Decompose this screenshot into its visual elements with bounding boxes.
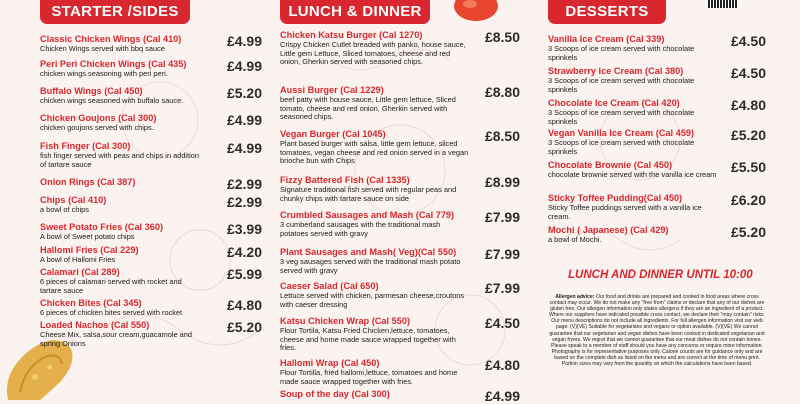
desserts-title: DESSERTS <box>548 0 666 24</box>
lunch-hours-banner: LUNCH AND DINNER UNTIL 10:00 <box>568 269 753 281</box>
tomato-icon <box>452 0 500 22</box>
menu-item[interactable]: Katsu Chicken Wrap (Cal 550) Flour Tortila, Katsu Fried Chicken,lettuce, tomatoes, cheese and home made sauce wrapped together with fries. £4.50 <box>280 315 520 353</box>
menu-item[interactable]: Vegan Vanilla Ice Cream (Cal 459) 3 Scoops of ice cream served with chocolate sprinkels £5.20 <box>548 127 766 156</box>
menu-item[interactable]: Vanilla Ice Cream (Cal 339) 3 Scoops of ice cream served with chocolate sprinkels £4.50 <box>548 33 766 62</box>
menu-item[interactable]: Chicken Katsu Burger (Cal 1270) Crispy Chicken Cutlet breaded with panko, house sauce, Little gem Lettuce, Sliced tomatoes, cheese and red onion, Gherkin served with seasoned chips. £8.50 <box>280 29 520 67</box>
menu-item[interactable]: Sticky Toffee Pudding(Cal 450) Sticky Toffee puddings served with a vanilla ice cream. £6.20 <box>548 192 766 221</box>
menu-item[interactable]: Crumbled Sausages and Mash (Cal 779) 3 cumberland sausages with the traditional mash potatoes served with gravy £7.99 <box>280 209 520 238</box>
menu-item[interactable]: Hallomi Fries (Cal 229) A bowl of Hallomi Fries £4.20 <box>40 244 262 264</box>
menu-item[interactable]: Loaded Nachos (Cal 550) Cheese Mix, salsa,sour cream,guacamole and spring Onions £5.20 <box>40 319 262 348</box>
menu-item[interactable]: Buffalo Wings (Cal 450) chicken wings seasoned with buffalo sauce. £5.20 <box>40 85 262 105</box>
menu-item[interactable]: Fizzy Battered Fish (Cal 1335) Signature traditional fish served with regular peas and chunky chips with tartare sauce on side £8.99 <box>280 174 520 203</box>
menu-item[interactable]: Mochi ( Japanese) (Cal 429) a bowl of Mochi. £5.20 <box>548 224 766 244</box>
menu-item[interactable]: Hallomi Wrap (Cal 450) Flour Tortilla, fried hallomi,lettuce, tomatoes and home made sauce wrapped together with fries. £4.80 <box>280 357 520 386</box>
menu-item[interactable]: Caeser Salad (Cal 650) Lettuce served with chicken, parmesan cheese,croutons with caeser dressing £7.99 <box>280 280 520 309</box>
menu-item[interactable]: Onion Rings (Cal 387) £2.99 <box>40 176 262 192</box>
menu-item[interactable]: Strawberry Ice Cream (Cal 380) 3 Scoops of ice cream served with chocolate sprinkels £4.50 <box>548 65 766 94</box>
starters-title: STARTER /SIDES <box>40 0 190 24</box>
menu-item[interactable]: Vegan Burger (Cal 1045) Plant based burger with salsa, little gem lettuce, sliced tomatoes, vegan cheese and red onion served in a vegan brioche bun with Chips £8.50 <box>280 128 520 166</box>
qr-code-icon <box>708 0 738 8</box>
allergen-label: Allergen advice: <box>555 294 595 300</box>
menu-item[interactable]: Calamari (Cal 289) 6 pieces of calamari served with rocket and tartare sauce £5.99 <box>40 266 262 295</box>
menu-item[interactable]: Peri Peri Chicken Wings (Cal 435) chicken wings seasoning with peri peri. £4.99 <box>40 58 262 78</box>
menu-item[interactable]: Chocolate Ice Cream (Cal 420) 3 Scoops of ice cream served with chocolate sprinkels £4.80 <box>548 97 766 126</box>
menu-item[interactable]: Soup of the day (Cal 300) £4.99 <box>280 388 520 404</box>
menu-item[interactable]: Fish Finger (Cal 300) fish finger served with peas and chips in addition of tartare sauce £4.99 <box>40 140 262 169</box>
menu-item[interactable]: Classic Chicken Wings (Cal 410) Chicken Wings served with bbq sauce £4.99 <box>40 33 262 53</box>
menu-item[interactable]: Chips (Cal 410) a bowl of chips £2.99 <box>40 194 262 214</box>
menu-item[interactable]: Chocolate Brownie (Cal 450) chocolate brownie served with the vanilla ice cream £5.50 <box>548 159 766 179</box>
menu-item[interactable]: Plant Sausages and Mash( Veg)(Cal 550) 3 veg sausages served with the traditional mash potato served with gravy £7.99 <box>280 246 520 275</box>
menu-item[interactable]: Chicken Goujons (Cal 300) chicken goujons served with chips.. £4.99 <box>40 112 262 132</box>
allergen-text: Our food and drinks are prepared and cooked in food areas where cross contact may occur. We do not make any "free from" claims or declare that any of our dishes are gluten free. Our allergen information only states allergens if they are an ingredient of a product. Where our suppliers have indicated possible cross contact, we declare their "may contain" risks. Our menu descriptions do not include all ingredients. For full allergen information visit our web page. (V)(VE) Suitable for vegetarians and vegans or option available. (V)(VE) We cannot guarantee that our vegetarian and vegan dishes have been cooked in dedicated vegetarian and vegan fryers. We regret that we cannot guarantee that our meat dishes do not contain bones. Please speak to a member of staff should you have any concerns or require more information. Photography is for representative purposes only. Calorie counts are for guidance only and are based on the complete dish as listed on the menu and are correct at the time of menu print. Portion sizes may vary from the quantity on which the calculations have been based. <box>549 294 765 368</box>
menu-item[interactable]: Chicken Bites (Cal 345) 6 pieces of chicken bites served with rocket £4.80 <box>40 297 262 317</box>
menu-item[interactable]: Aussi Burger (Cal 1229) beef patty with house sauce, Little gem lettuce, Sliced tomato, cheese and red onion, Gherkin served with seasoned chips. £8.80 <box>280 84 520 122</box>
allergen-advice <box>548 294 766 367</box>
menu-item[interactable]: Sweet Potato Fries (Cal 360) A bowl of Sweet potato chips £3.99 <box>40 221 262 241</box>
lunch-title: LUNCH & DINNER <box>280 0 430 24</box>
